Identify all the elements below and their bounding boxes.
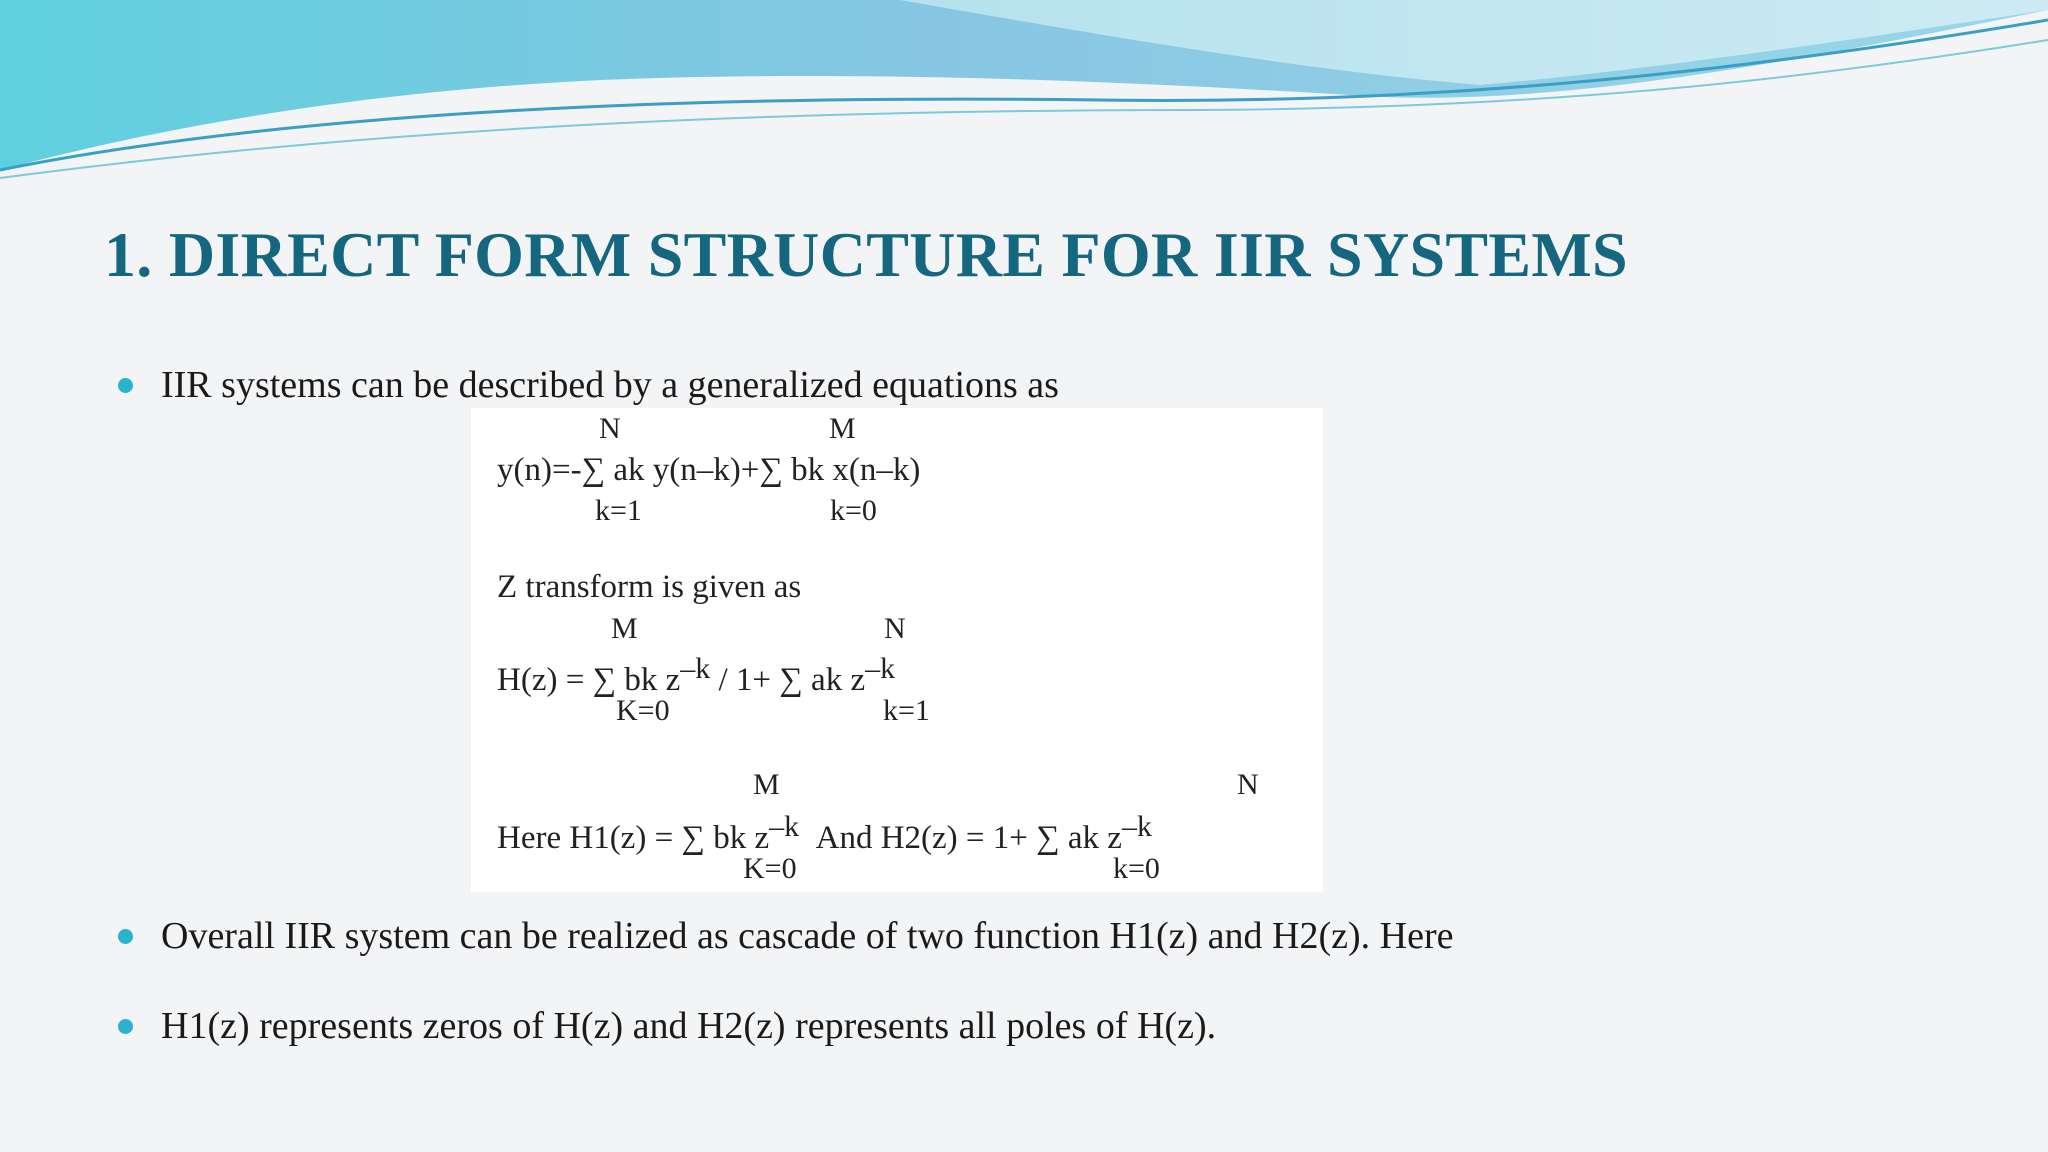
bullet-dot-icon [118,1019,133,1034]
bullet-item [118,1004,1216,1048]
bullet-item [118,914,1453,958]
eq2-transfer-function: H(z) = ∑ bk $z^{-k} / 1+$ ∑ ak $z^{-k}$ [497,652,896,698]
eq3-sum2-upper-limit: N [1237,768,1259,801]
bullet-dot-icon [118,378,133,393]
eq1-sum2-lower-limit: k=0 [830,494,877,527]
eq2-sum2-lower-limit: k=1 [883,694,930,727]
eq3-sum1-lower-limit: K=0 [743,852,797,885]
header-wave-decoration [0,0,2048,200]
eq1-sum1-upper-limit: N [599,412,621,445]
bullet-item [118,363,1059,407]
eq3-sum2-lower-limit: k=0 [1113,852,1160,885]
eq2-sum1-lower-limit: K=0 [616,694,670,727]
eq2-sum2-upper-limit: N [884,612,906,645]
slide-title: 1. DIRECT FORM STRUCTURE FOR IIR SYSTEMS [104,219,1628,290]
eq2-sum1-upper-limit: M [611,612,638,645]
eq3-h1-h2-definitions: Here H1(z) = ∑ bk $z^{-k}$ And H2(z) = 1+ ∑ ak $z^{-k}$ [497,810,1152,856]
eq1-sum2-upper-limit: M [829,412,856,445]
equation-image [471,408,1323,892]
eq1-sum1-lower-limit: k=1 [595,494,642,527]
z-transform-text: Z transform is given as [497,569,802,605]
eq1-difference-equation: y(n)=-∑ ak y(n–k)+∑ bk x(n–k) [497,452,921,488]
bullet-dot-icon [118,929,133,944]
bullet-text: IIR systems can be described by a generalized equations as [161,364,1059,406]
bullet-text: Overall IIR system can be realized as cascade of two function H1(z) and H2(z). Here [161,915,1454,957]
eq3-sum1-upper-limit: M [753,768,780,801]
bullet-text: H1(z) represents zeros of H(z) and H2(z) represents all poles of H(z). [161,1005,1217,1047]
